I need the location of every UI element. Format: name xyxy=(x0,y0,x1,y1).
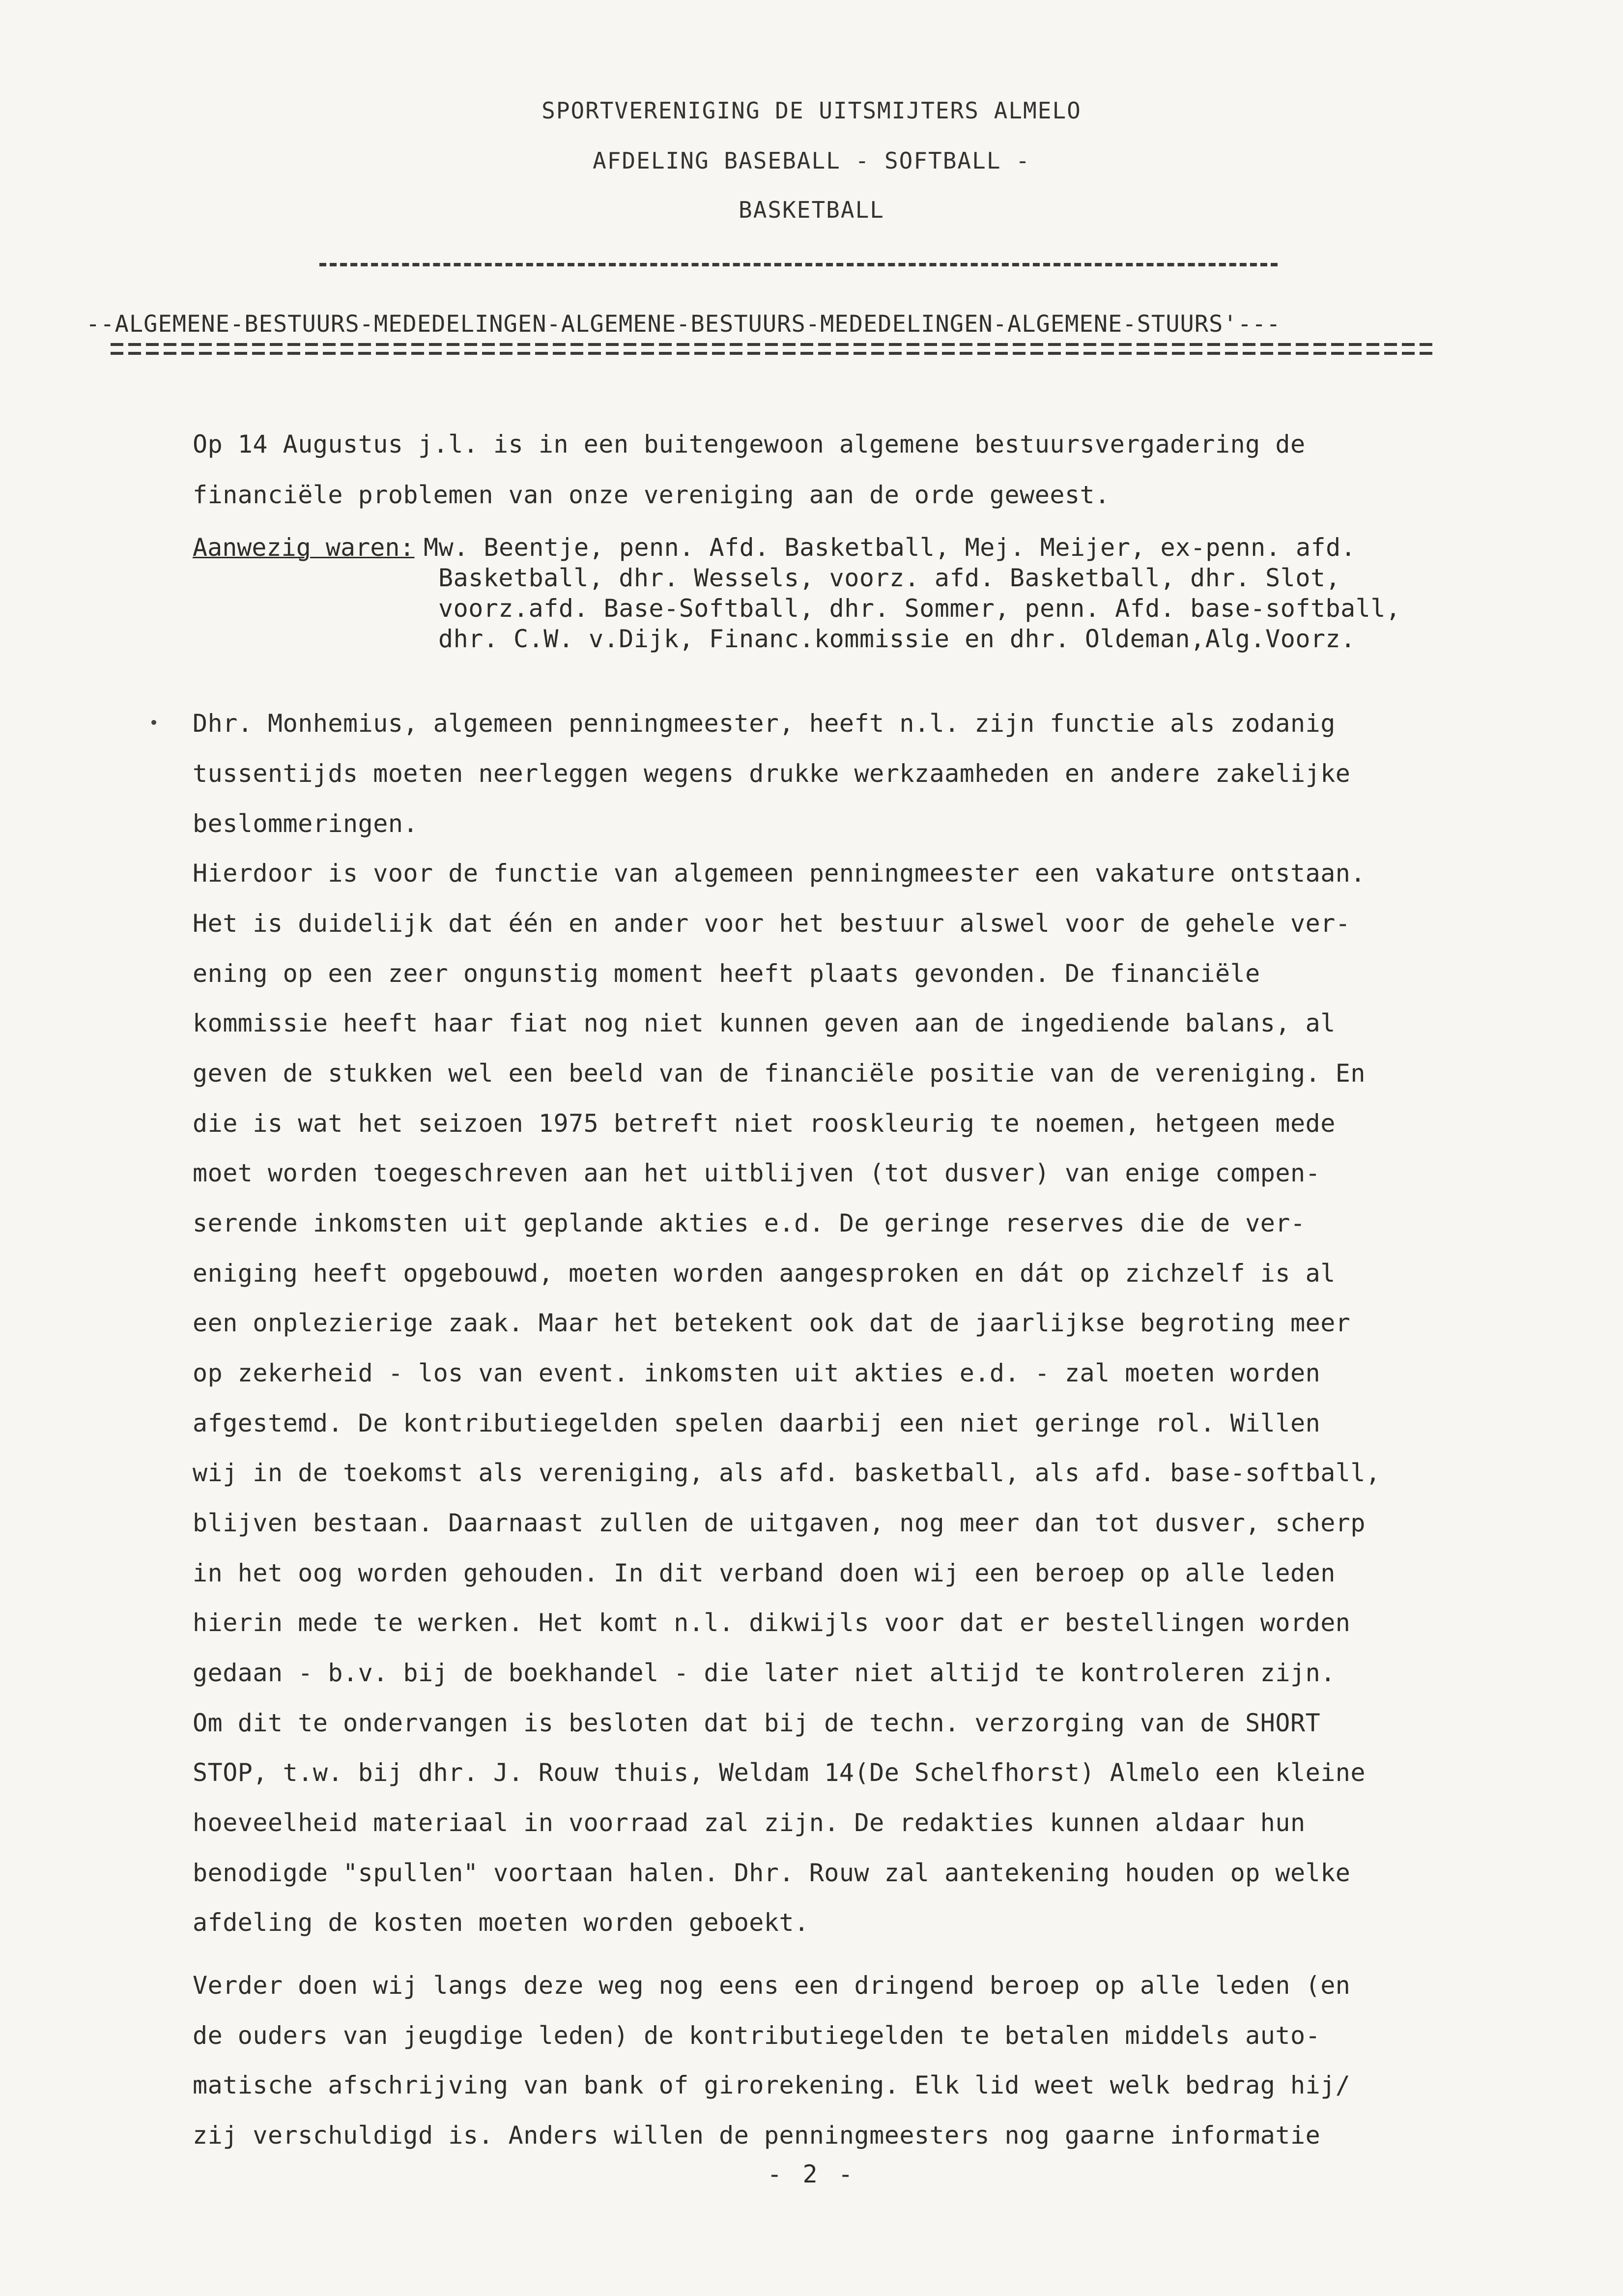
paragraph2-line-8: geven de stukken wel een beeld van de financiële positie van de vereniging. En xyxy=(193,1059,1366,1088)
present-line-1: Mw. Beentje, penn. Afd. Basketball, Mej. Meijer, ex-penn. afd. xyxy=(424,533,1356,562)
paragraph2-line-22: STOP, t.w. bij dhr. J. Rouw thuis, Weldam 14(De Schelfhorst) Almelo een kleine xyxy=(193,1758,1366,1787)
present-line-4: dhr. C.W. v.Dijk, Financ.kommissie en dhr. Oldeman,Alg.Voorz. xyxy=(438,625,1356,653)
club-name-heading: SPORTVERENIGING DE UITSMIJTERS ALMELO xyxy=(541,97,1082,124)
paragraph2-line-2: tussentijds moeten neerleggen wegens drukke werkzaamheden en andere zakelijke xyxy=(193,759,1351,788)
paragraph2-line-11: serende inkomsten uit geplande akties e.d. De geringe reserves die de ver- xyxy=(193,1209,1306,1237)
page-number: - 2 - xyxy=(767,2160,856,2188)
paragraph2-line-17: blijven bestaan. Daarnaast zullen de uitgaven, nog meer dan tot dusver, scherp xyxy=(193,1509,1366,1537)
basketball-heading: BASKETBALL xyxy=(739,197,884,223)
paragraph2-line-25: afdeling de kosten moeten worden geboekt. xyxy=(193,1908,809,1937)
paragraph2-line-10: moet worden toegeschreven aan het uitblijven (tot dusver) van enige compen- xyxy=(193,1159,1321,1187)
department-heading: AFDELING BASEBALL - SOFTBALL - xyxy=(593,147,1030,174)
paragraph2-line-21: Om dit te ondervangen is besloten dat bij de techn. verzorging van de SHORT xyxy=(193,1709,1321,1737)
paragraph1-line-2: financiële problemen van onze vereniging aan de orde geweest. xyxy=(193,481,1110,509)
paragraph2-line-23: hoeveelheid materiaal in voorraad zal zijn. De redakties kunnen aldaar hun xyxy=(193,1808,1306,1837)
paragraph2-line-7: kommissie heeft haar fiat nog niet kunnen geven aan de ingediende balans, al xyxy=(193,1009,1336,1037)
paragraph2-line-1: Dhr. Monhemius, algemeen penningmeester, heeft n.l. zijn functie als zodanig xyxy=(193,709,1336,738)
paragraph2-line-4: Hierdoor is voor de functie van algemeen penningmeester een vakature ontstaan. xyxy=(193,859,1366,888)
margin-bullet xyxy=(151,720,156,725)
paragraph2-line-14: op zekerheid - los van event. inkomsten uit akties e.d. - zal moeten worden xyxy=(193,1359,1321,1387)
paragraph1-line-1: Op 14 Augustus j.l. is in een buitengewoon algemene bestuursvergadering de xyxy=(193,430,1306,459)
paragraph3-line-2: de ouders van jeugdige leden) de kontributiegelden te betalen middels auto- xyxy=(193,2021,1321,2050)
paragraph3-line-1: Verder doen wij langs deze weg nog eens een dringend beroep op alle leden (en xyxy=(193,1971,1351,2000)
paragraph2-line-20: gedaan - b.v. bij de boekhandel - die later niet altijd te kontroleren zijn. xyxy=(193,1659,1336,1687)
announcement-banner: --ALGEMENE-BESTUURS-MEDEDELINGEN-ALGEMENE-BESTUURS-MEDEDELINGEN-ALGEMENE-STUURS'--- xyxy=(86,311,1281,338)
present-label: Aanwezig waren: xyxy=(193,533,415,562)
header-divider xyxy=(319,263,1278,266)
present-line-2: Basketball, dhr. Wessels, voorz. afd. Basketball, dhr. Slot, xyxy=(438,564,1341,592)
paragraph2-line-9: die is wat het seizoen 1975 betreft niet rooskleurig te noemen, hetgeen mede xyxy=(193,1109,1336,1138)
paragraph2-line-15: afgestemd. De kontributiegelden spelen daarbij een niet geringe rol. Willen xyxy=(193,1409,1321,1437)
paragraph3-line-3: matische afschrijving van bank of girorekening. Elk lid weet welk bedrag hij/ xyxy=(193,2071,1351,2099)
paragraph2-line-18: in het oog worden gehouden. In dit verband doen wij een beroep op alle leden xyxy=(193,1559,1336,1587)
paragraph2-line-3: beslommeringen. xyxy=(193,809,419,838)
paragraph2-line-24: benodigde "spullen" voortaan halen. Dhr. Rouw zal aantekening houden op welke xyxy=(193,1859,1351,1887)
present-line-3: voorz.afd. Base-Softball, dhr. Sommer, penn. Afd. base-softball, xyxy=(438,594,1401,623)
paragraph2-line-6: ening op een zeer ongunstig moment heeft plaats gevonden. De financiële xyxy=(193,959,1260,988)
paragraph2-line-12: eniging heeft opgebouwd, moeten worden aangesproken en dát op zichzelf is al xyxy=(193,1259,1336,1288)
paragraph2-line-19: hierin mede te werken. Het komt n.l. dikwijls voor dat er bestellingen worden xyxy=(193,1608,1351,1637)
paragraph2-line-16: wij in de toekomst als vereniging, als afd. basketball, als afd. base-softball, xyxy=(193,1459,1381,1487)
double-rule xyxy=(111,343,1437,358)
paragraph3-line-4: zij verschuldigd is. Anders willen de penningmeesters nog gaarne informatie xyxy=(193,2121,1321,2150)
paragraph2-line-5: Het is duidelijk dat één en ander voor het bestuur alswel voor de gehele ver- xyxy=(193,909,1351,938)
paragraph2-line-13: een onplezierige zaak. Maar het betekent ook dat de jaarlijkse begroting meer xyxy=(193,1309,1351,1337)
